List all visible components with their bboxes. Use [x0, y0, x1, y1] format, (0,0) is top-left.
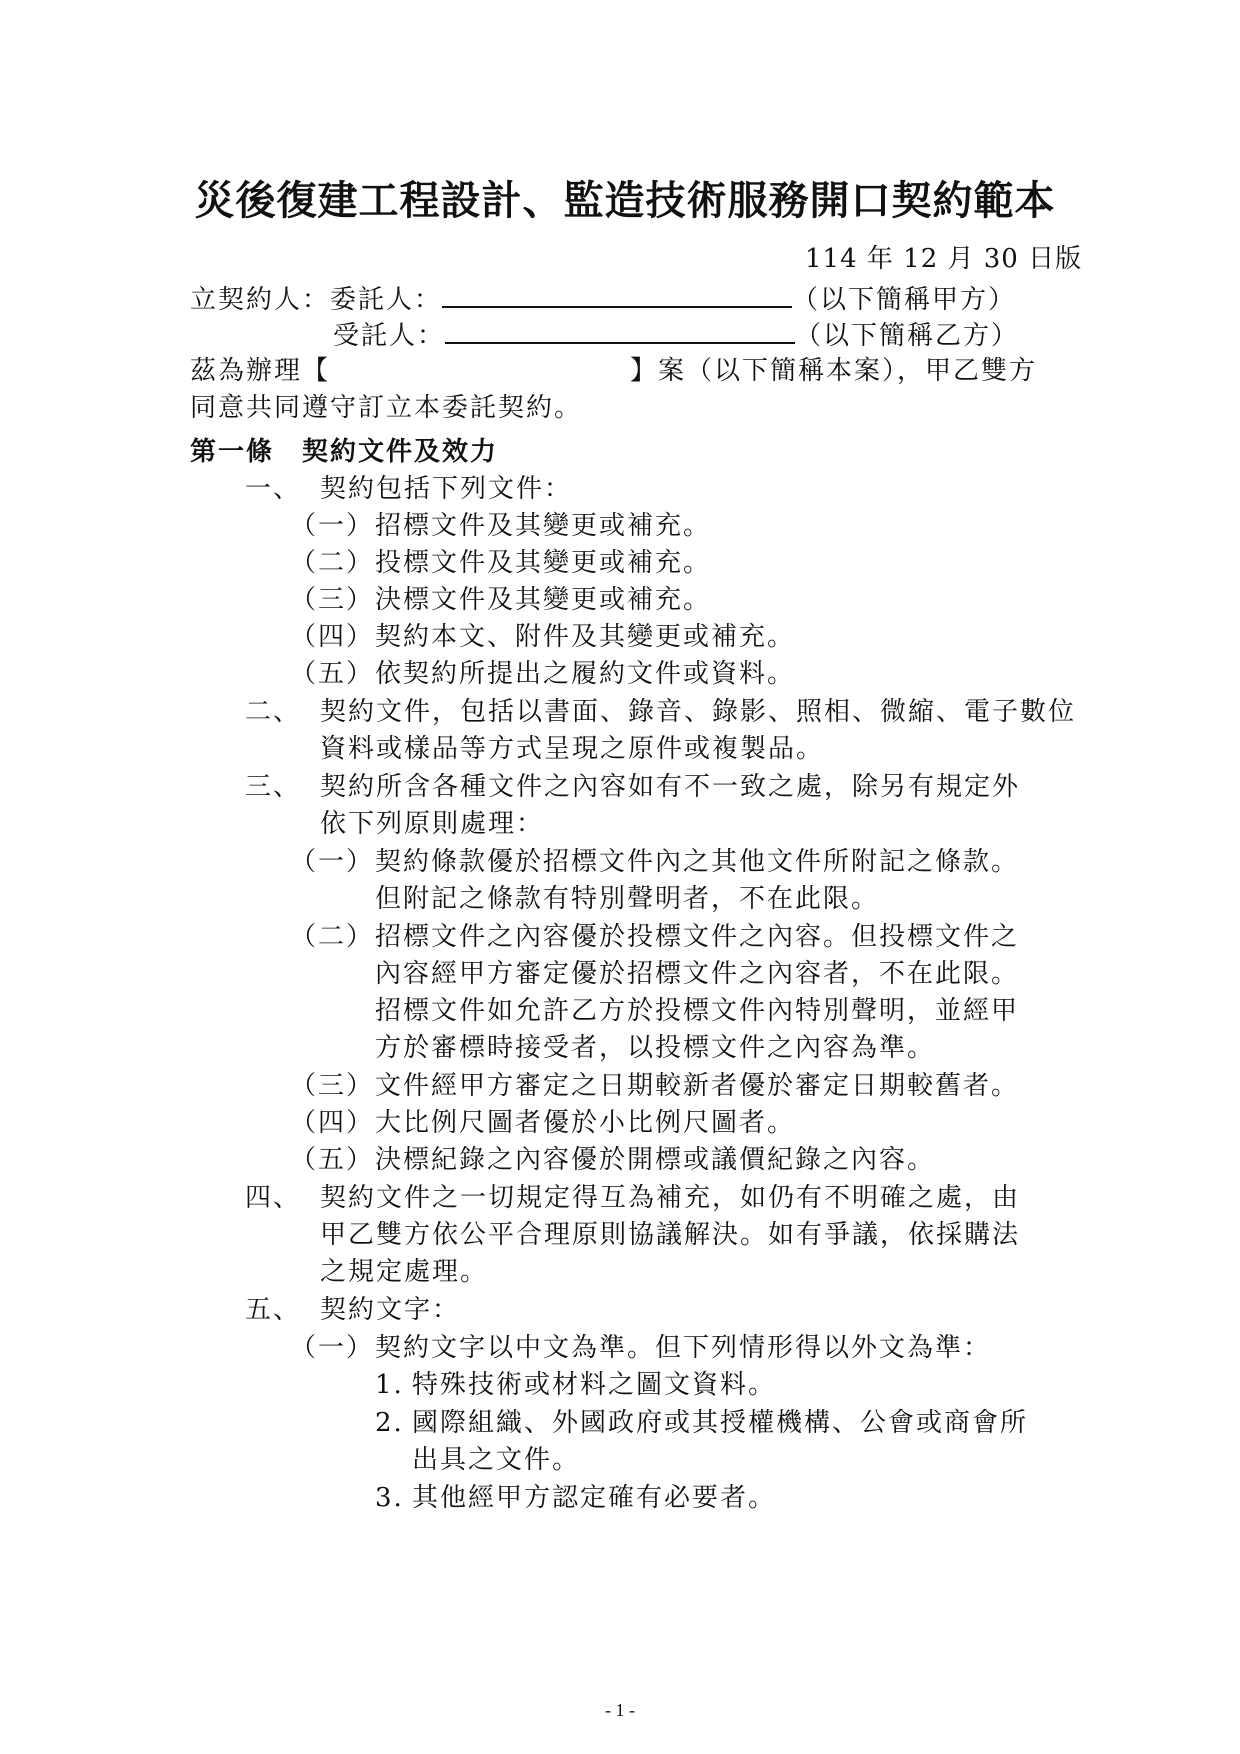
s5-sub-3-line-1: 其他經甲方認定確有必要者。 — [412, 1483, 777, 1513]
contractor-label: 受託人： — [333, 321, 446, 351]
article-1-heading: 第一條 契約文件及效力 — [190, 437, 499, 467]
s5-sub-1-num: 1. — [375, 1370, 404, 1400]
s3-item-2-line-1: 招標文件之內容優於投標文件之內容。但投標文件之 — [375, 922, 1020, 952]
s3-item-2-line-3: 招標文件如允許乙方於投標文件內特別聲明，並經甲 — [375, 996, 1020, 1026]
client-label: 委託人： — [330, 285, 443, 315]
intro-line-1 — [190, 356, 1037, 386]
section-2-line-1: 契約文件，包括以書面、錄音、錄影、照相、微縮、電子數位 — [320, 697, 1077, 727]
section-3-line-2: 依下列原則處理： — [320, 809, 545, 839]
section-2-line-2: 資料或樣品等方式呈現之原件或複製品。 — [320, 734, 825, 764]
s5-sub-2-num: 2. — [375, 1408, 404, 1438]
contractor-name-blank[interactable] — [445, 318, 795, 344]
s5-item-1-num: （一） — [290, 1333, 375, 1363]
s1-item-2-text: 投標文件及其變更或補充。 — [375, 548, 712, 578]
s5-sub-3-num: 3. — [375, 1483, 404, 1513]
s3-item-5-line-1: 決標紀錄之內容優於開標或議價紀錄之內容。 — [375, 1145, 936, 1175]
s1-item-1-num: （一） — [290, 511, 375, 541]
s1-item-5-text: 依契約所提出之履約文件或資料。 — [375, 659, 796, 689]
s5-item-1-text: 契約文字以中文為準。但下列情形得以外文為準： — [375, 1333, 992, 1363]
document-title: 災後復建工程設計、監造技術服務開口契約範本 — [194, 178, 1056, 224]
s3-item-4-num: （四） — [290, 1108, 375, 1138]
s1-item-1-text: 招標文件及其變更或補充。 — [375, 511, 712, 541]
s5-sub-1-line-1: 特殊技術或材料之圖文資料。 — [412, 1370, 777, 1400]
contractor-suffix: （以下簡稱乙方） — [795, 321, 1020, 351]
page-number: - 1 - — [605, 1700, 635, 1720]
intro-end: 】案（以下簡稱本案），甲乙雙方 — [630, 356, 1038, 386]
s1-item-3-text: 決標文件及其變更或補充。 — [375, 585, 712, 615]
parties-contractor-row — [333, 318, 1019, 351]
s5-sub-2-line-2: 出具之文件。 — [412, 1445, 581, 1475]
s3-item-2-num: （二） — [290, 922, 375, 952]
s3-item-1-line-2: 但附記之條款有特別聲明者，不在此限。 — [375, 884, 880, 914]
s3-item-1-num: （一） — [290, 847, 375, 877]
section-4-line-3: 之規定處理。 — [320, 1257, 489, 1287]
parties-prefix: 立契約人： — [190, 285, 331, 315]
s1-item-5-num: （五） — [290, 659, 375, 689]
client-name-blank[interactable] — [442, 282, 792, 308]
s3-item-3-num: （三） — [290, 1071, 375, 1101]
section-4-line-1: 契約文件之一切規定得互為補充，如仍有不明確之處，由 — [320, 1183, 1021, 1213]
section-4-num: 四、 — [245, 1183, 302, 1213]
parties-client-row — [190, 282, 1016, 315]
section-2-num: 二、 — [245, 697, 302, 727]
s3-item-2-line-4: 方於審標時接受者，以投標文件之內容為準。 — [375, 1033, 936, 1063]
version-date: 114 年 12 月 30 日版 — [805, 244, 1083, 274]
section-1-num: 一、 — [245, 474, 302, 504]
s5-sub-2-line-1: 國際組織、外國政府或其授權機構、公會或商會所 — [412, 1408, 1029, 1438]
s3-item-1-line-1: 契約條款優於招標文件內之其他文件所附記之條款。 — [375, 847, 1020, 877]
section-1-text: 契約包括下列文件： — [320, 474, 573, 504]
s1-item-2-num: （二） — [290, 548, 375, 578]
section-4-line-2: 甲乙雙方依公平合理原則協議解決。如有爭議，依採購法 — [320, 1220, 1021, 1250]
intro-start: 茲為辦理【 — [190, 356, 331, 386]
s3-item-3-line-1: 文件經甲方審定之日期較新者優於審定日期較舊者。 — [375, 1071, 1020, 1101]
s1-item-4-text: 契約本文、附件及其變更或補充。 — [375, 622, 796, 652]
section-3-num: 三、 — [245, 772, 302, 802]
s3-item-5-num: （五） — [290, 1145, 375, 1175]
section-5-num: 五、 — [245, 1295, 302, 1325]
section-3-line-1: 契約所含各種文件之內容如有不一致之處，除另有規定外 — [320, 772, 1021, 802]
s1-item-4-num: （四） — [290, 622, 375, 652]
client-suffix: （以下簡稱甲方） — [792, 285, 1017, 315]
section-5-text: 契約文字： — [320, 1295, 461, 1325]
s1-item-3-num: （三） — [290, 585, 375, 615]
intro-line-2: 同意共同遵守訂立本委託契約。 — [190, 393, 583, 423]
s3-item-4-line-1: 大比例尺圖者優於小比例尺圖者。 — [375, 1108, 796, 1138]
s3-item-2-line-2: 內容經甲方審定優於招標文件之內容者，不在此限。 — [375, 959, 1020, 989]
